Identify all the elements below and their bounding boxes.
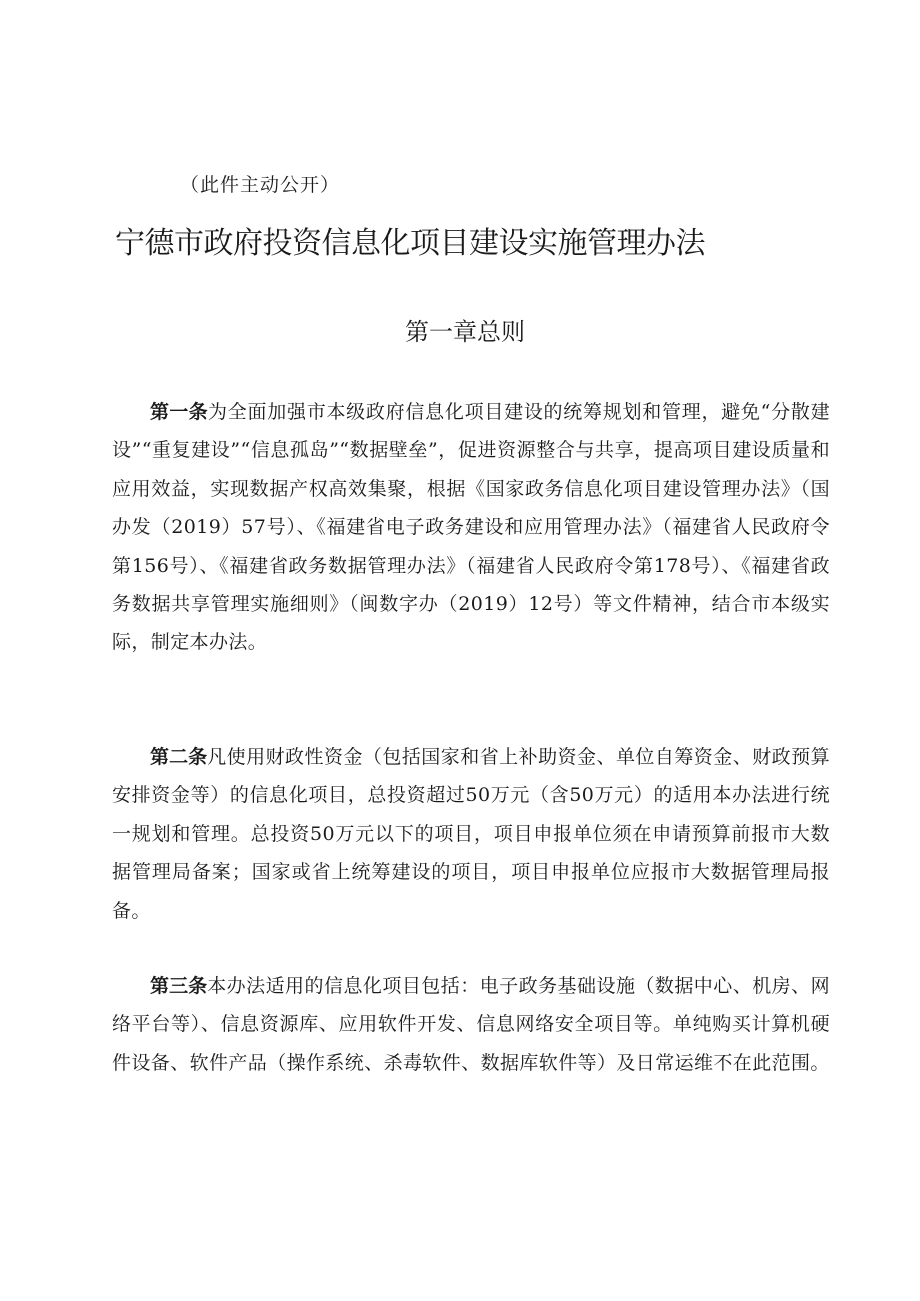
article-3 — [112, 967, 830, 1082]
document-title: 宁德市政府投资信息化项目建设实施管理办法 — [115, 226, 705, 261]
article-1-heading: 第一条 — [150, 401, 209, 423]
article-1-body: 为全面加强市本级政府信息化项目建设的统筹规划和管理，避免“分散建设”“重复建设”“信息孤岛”“数据壁垒”，促进资源整合与共享，提高项目建设质量和应用效益，实现数据产权高效集聚，根据《国家政务信息化项目建设管理办法》（国办发（2019）57号）、《福建省电子政务建设和应用管理办法》（福建省人民政府令第156号）、《福建省政务数据管理办法》（福建省人民政府令第178号）、《福建省政务数据共享管理实施细则》（闽数字办（2019）12号）等文件精神，结合市本级实际，制定本办法。 — [112, 401, 830, 654]
article-3-body: 本办法适用的信息化项目包括：电子政务基础设施（数据中心、机房、网络平台等）、信息资源库、应用软件开发、信息网络安全项目等。单纯购买计算机硬件设备、软件产品（操作系统、杀毒软件、数据库软件等）及日常运维不在此范围。 — [112, 975, 830, 1074]
disclosure-notice: （此件主动公开） — [180, 174, 341, 196]
article-2-heading: 第二条 — [150, 746, 208, 768]
article-1 — [112, 393, 830, 662]
article-3-heading: 第三条 — [150, 975, 208, 997]
chapter-heading: 第一章总则 — [405, 318, 525, 346]
article-2-body: 凡使用财政性资金（包括国家和省上补助资金、单位自筹资金、财政预算安排资金等）的信息化项目，总投资超过50万元（含50万元）的适用本办法进行统一规划和管理。总投资50万元以下的项目，项目申报单位须在申请预算前报市大数据管理局备案；国家或省上统筹建设的项目，项目申报单位应报市大数据管理局报备。 — [112, 746, 830, 922]
article-2 — [112, 738, 830, 930]
